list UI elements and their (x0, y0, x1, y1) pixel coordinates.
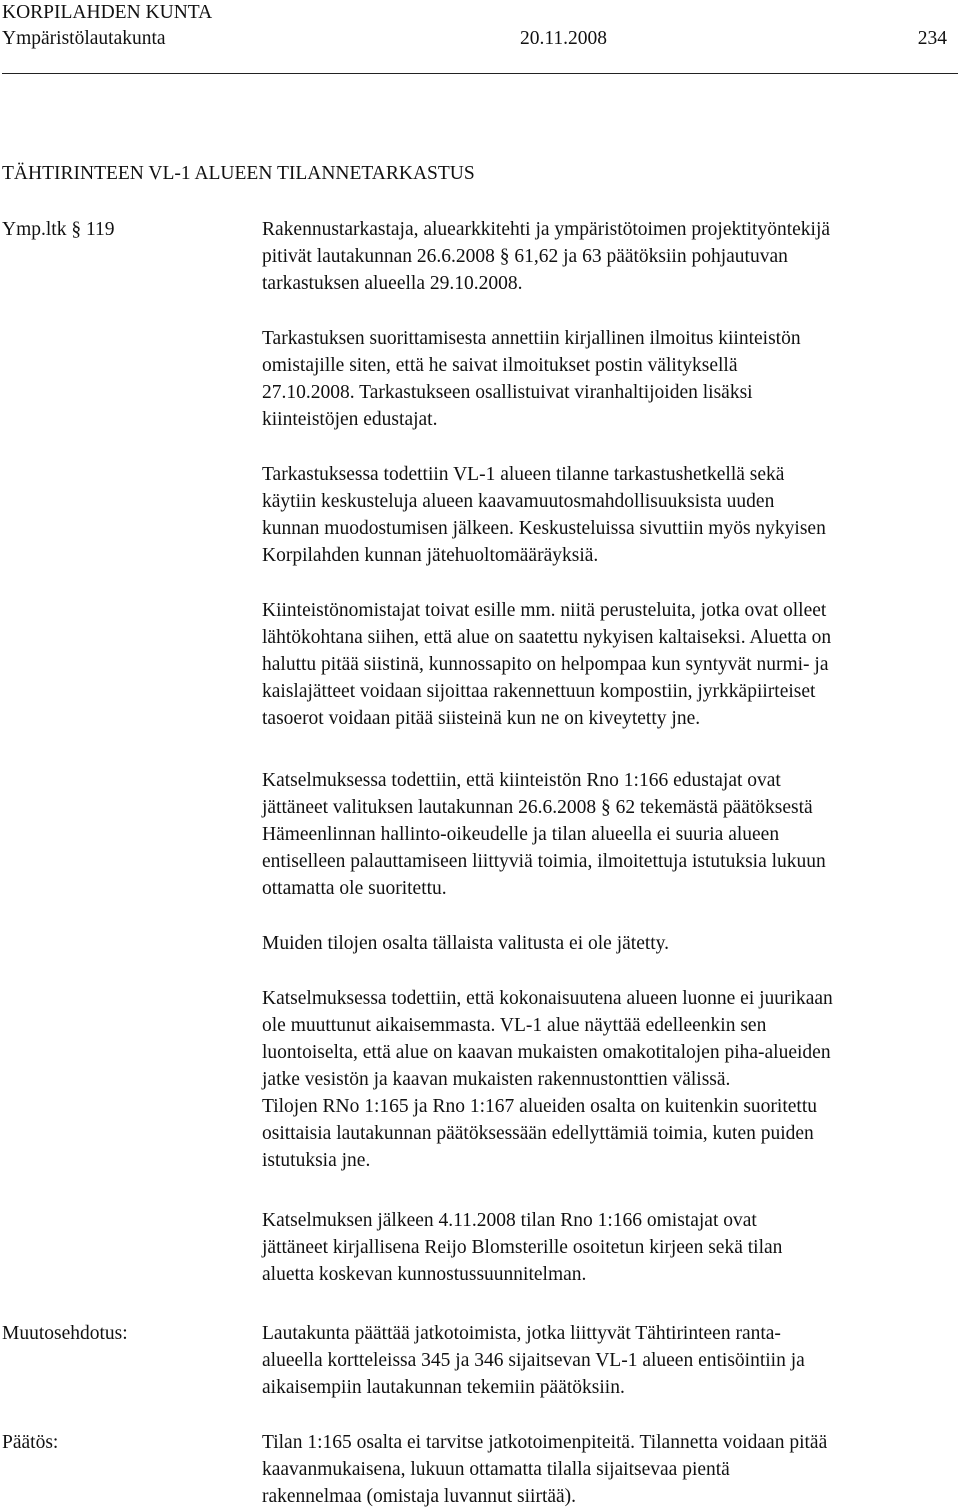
paragraph-line: Kiinteistönomistajat toivat esille mm. niitä perusteluita, jotka ovat olleet (262, 600, 827, 621)
proposal-line: Lautakunta päättää jatkotoimista, jotka liittyvät Tähtirinteen ranta- (262, 1323, 781, 1344)
paragraph-line: Korpilahden kunnan jätehuoltomääräyksiä. (262, 545, 599, 566)
paragraph-line: ottamatta ole suoritettu. (262, 878, 447, 899)
paragraph-line: kaislajätteet voidaan sijoittaa rakennettuun kompostiin, jyrkkäpiirteiset (262, 681, 816, 702)
paragraph-line: ole muuttunut aikaisemmasta. VL-1 alue näyttää edelleenkin sen (262, 1015, 767, 1036)
paragraph-line: tarkastuksen alueella 29.10.2008. (262, 273, 523, 294)
paragraph-line: jättäneet kirjallisena Reijo Blomsterille osoitetun kirjeen sekä tilan (262, 1237, 783, 1258)
paragraph-line: entiselleen palauttamiseen liittyviä toimia, ilmoitettuja istutuksia lukuun (262, 851, 826, 872)
paragraph-line: istutuksia jne. (262, 1150, 371, 1171)
paragraph-line: osittaisia lautakunnan päätöksessään edellyttämiä toimia, kuten puiden (262, 1123, 814, 1144)
paragraph-line: 27.10.2008. Tarkastukseen osallistuivat viranhaltijoiden lisäksi (262, 382, 753, 403)
proposal-line: alueella kortteleissa 345 ja 346 sijaitsevan VL-1 alueen entisöintiin ja (262, 1350, 805, 1371)
case-reference: Ymp.ltk § 119 (2, 219, 115, 240)
header-rule (2, 73, 958, 74)
paragraph-line: Katselmuksessa todettiin, että kiinteistön Rno 1:166 edustajat ovat (262, 770, 781, 791)
paragraph-line: omistajille siten, että he saivat ilmoitukset postin välityksellä (262, 355, 738, 376)
decision-line: kaavanmukaisena, lukuun ottamatta tilalla sijaitsevaa pientä (262, 1459, 730, 1480)
paragraph-line: Tarkastuksessa todettiin VL-1 alueen tilanne tarkastushetkellä sekä (262, 464, 785, 485)
paragraph-line: lähtökohtana siihen, että alue on saatettu nykyisen kaltaiseksi. Aluetta on (262, 627, 832, 648)
decision-line: Tilan 1:165 osalta ei tarvitse jatkotoimenpiteitä. Tilannetta voidaan pitää (262, 1432, 828, 1453)
proposal-line: aikaisempiin lautakunnan tekemiin päätöksiin. (262, 1377, 625, 1398)
paragraph-line: luontoiselta, että alue on kaavan mukaisten omakotitalojen piha-alueiden (262, 1042, 831, 1063)
paragraph-line: Rakennustarkastaja, aluearkkitehti ja ympäristötoimen projektityöntekijä (262, 219, 831, 240)
paragraph-line: jättäneet valituksen lautakunnan 26.6.2008 § 62 tekemästä päätöksestä (262, 797, 813, 818)
paragraph-line: jatke vesistön ja kaavan mukaisten rakennustonttien välissä. (262, 1069, 731, 1090)
decision-label: Päätös: (2, 1432, 59, 1453)
page-number: 234 (917, 28, 947, 49)
paragraph-line: aluetta koskevan kunnostussuunnitelman. (262, 1264, 587, 1285)
document-title: TÄHTIRINTEEN VL-1 ALUEEN TILANNETARKASTUS (2, 163, 475, 184)
paragraph-line: kunnan muodostumisen jälkeen. Keskusteluissa sivuttiin myös nykyisen (262, 518, 826, 539)
header-date: 20.11.2008 (520, 28, 608, 49)
paragraph-line: Tilojen RNo 1:165 ja Rno 1:167 alueiden osalta on kuitenkin suoritettu (262, 1096, 817, 1117)
board-name: Ympäristölautakunta (2, 28, 166, 49)
decision-line: rakennelmaa (omistaja luvannut siirtää). (262, 1486, 577, 1507)
paragraph-line: Muiden tilojen osalta tällaista valitusta ei ole jätetty. (262, 933, 670, 954)
paragraph-line: käytiin keskusteluja alueen kaavamuutosmahdollisuuksista uuden (262, 491, 775, 512)
proposal-label: Muutosehdotus: (2, 1323, 128, 1344)
paragraph-line: tasoerot voidaan pitää siisteinä kun ne on kiveytetty jne. (262, 708, 701, 729)
paragraph-line: Hämeenlinnan hallinto-oikeudelle ja tilan alueella ei suuria alueen (262, 824, 780, 845)
paragraph-line: Tarkastuksen suorittamisesta annettiin kirjallinen ilmoitus kiinteistön (262, 328, 801, 349)
paragraph-line: Katselmuksen jälkeen 4.11.2008 tilan Rno 1:166 omistajat ovat (262, 1210, 757, 1231)
paragraph-line: kiinteistöjen edustajat. (262, 409, 438, 430)
paragraph-line: pitivät lautakunnan 26.6.2008 § 61,62 ja 63 päätöksiin pohjautuvan (262, 246, 788, 267)
paragraph-line: Katselmuksessa todettiin, että kokonaisuutena alueen luonne ei juurikaan (262, 988, 833, 1009)
paragraph-line: haluttu pitää siistinä, kunnossapito on helpompaa kun syntyvät nurmi- ja (262, 654, 829, 675)
municipality-name: KORPILAHDEN KUNTA (2, 2, 213, 23)
